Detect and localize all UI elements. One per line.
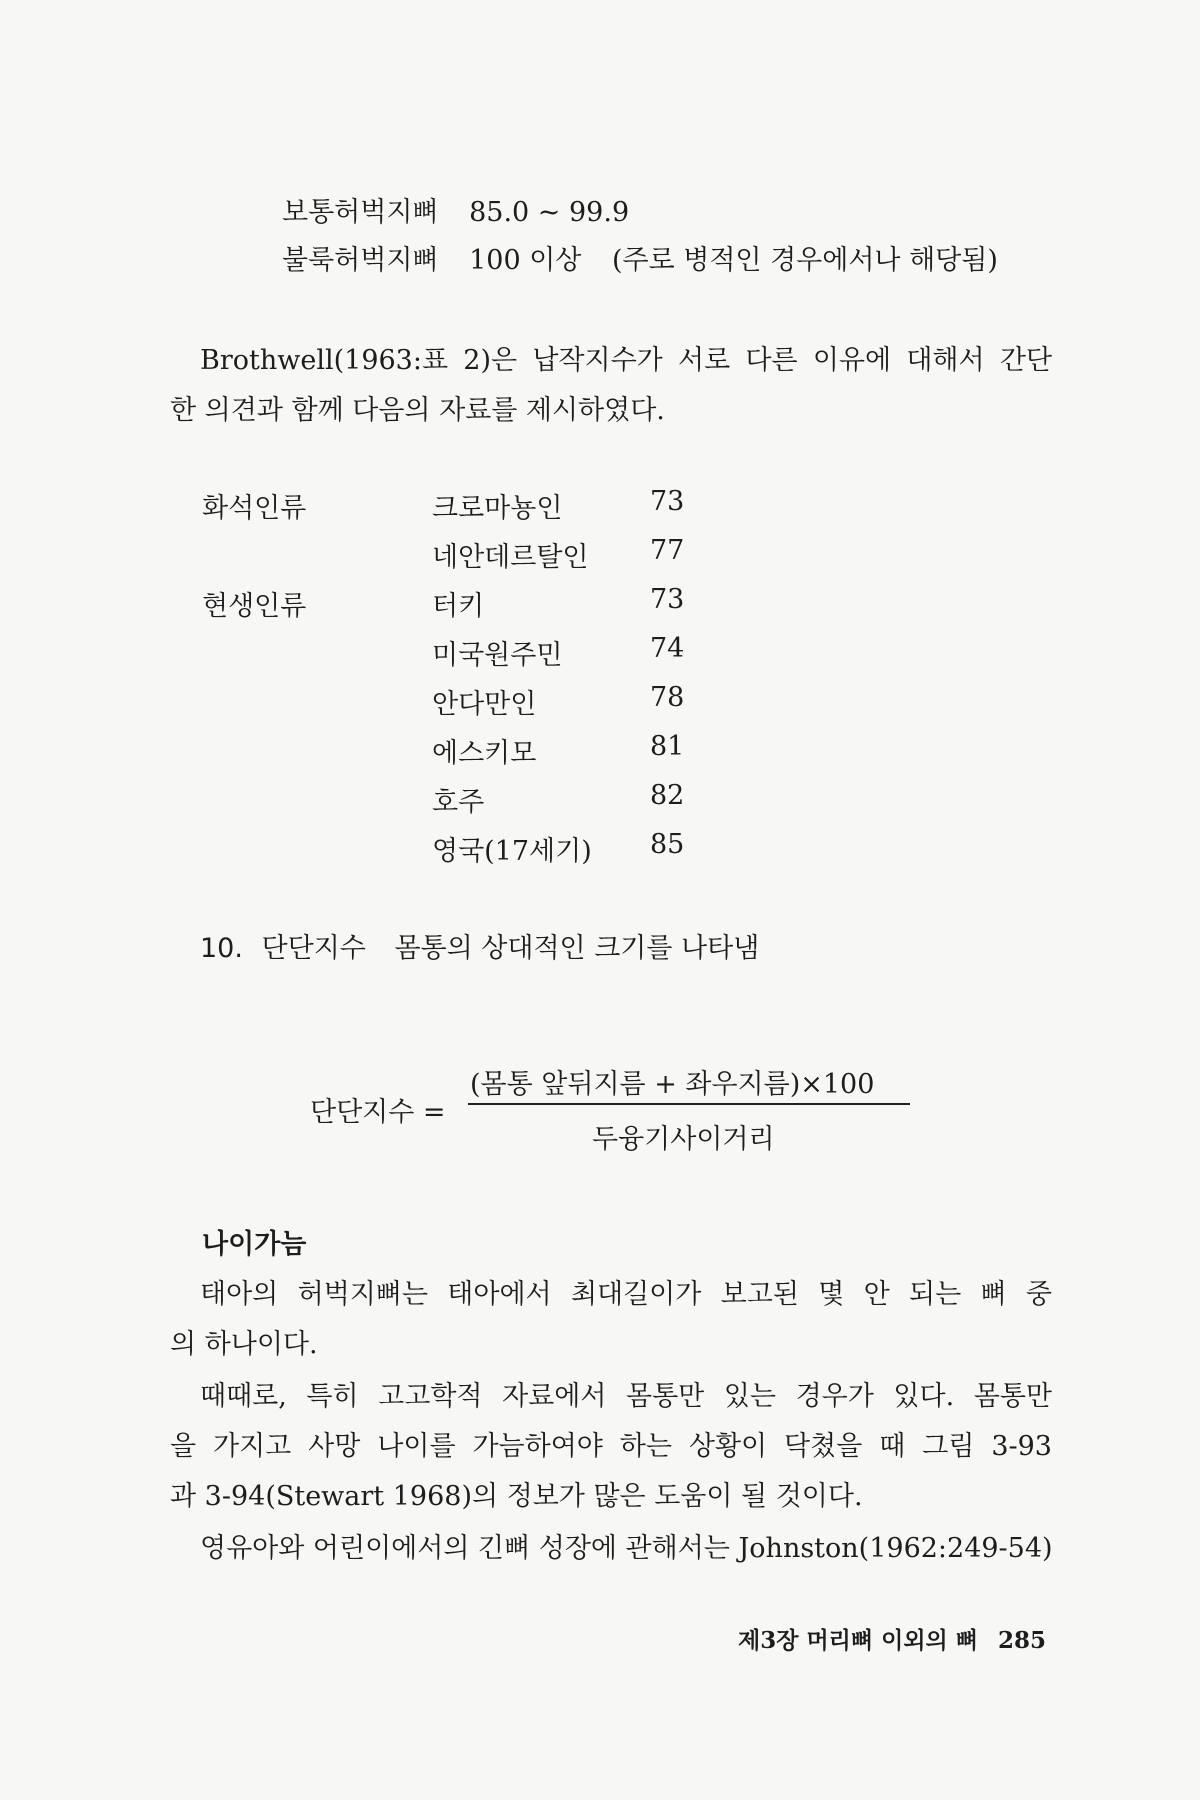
range-note: (주로 병적인 경우에서나 해당됨) <box>611 245 998 276</box>
table-row-value: 73 <box>650 486 685 517</box>
chapter-title: 제3장 머리뼈 이외의 뼈 <box>738 1627 978 1654</box>
table-group-label: 화석인류 <box>202 493 307 524</box>
table-row-name: 미국원주민 <box>432 640 563 671</box>
table-row-value: 74 <box>650 633 685 664</box>
table-row-name: 크로마뇽인 <box>432 493 563 524</box>
section-description: 몸통의 상대적인 크기를 나타냄 <box>394 933 760 964</box>
paragraph-line: 과 3-94(Stewart 1968)의 정보가 많은 도움이 될 것이다. <box>170 1481 863 1512</box>
range-line-bulging <box>282 238 998 277</box>
paragraph-line <box>200 1374 1052 1413</box>
table-group-label: 현생인류 <box>202 591 307 622</box>
paragraph-line: 의 하나이다. <box>170 1329 318 1360</box>
table-row-name: 터키 <box>432 591 485 622</box>
paragraph-text: 때때로, 특히 고고학적 자료에서 몸통만 있는 경우가 있다. 몸통만 <box>200 1381 1052 1412</box>
paragraph-line <box>200 1272 1052 1311</box>
range-value: 100 이상 <box>469 245 582 276</box>
section-heading: 나이가늠 <box>202 1229 307 1260</box>
table-row-value: 81 <box>650 731 685 762</box>
paragraph-text: 을 가지고 사망 나이를 가늠하여야 하는 상황이 닥쳤을 때 그림 3-93 <box>170 1431 1052 1462</box>
paragraph-text: Brothwell(1963:표 2)은 납작지수가 서로 다른 이유에 대해서 간단 <box>200 345 1052 376</box>
section-10-line <box>200 926 759 965</box>
range-label: 보통허벅지뼈 <box>282 197 439 228</box>
table-row-value: 77 <box>650 535 685 566</box>
range-line-normal <box>282 190 629 229</box>
table-row-value: 85 <box>650 829 685 860</box>
paragraph-text: 한 의견과 함께 다음의 자료를 제시하였다. <box>170 395 665 426</box>
formula-numerator: (몸통 앞뒤지름 + 좌우지름)×100 <box>470 1069 875 1100</box>
table-row-name: 안다만인 <box>432 689 537 720</box>
table-row-value: 73 <box>650 584 685 615</box>
table-row-value: 82 <box>650 780 685 811</box>
range-label: 불룩허벅지뼈 <box>282 245 439 276</box>
page-number: 285 <box>998 1627 1047 1654</box>
paragraph-text: 영유아와 어린이에서의 긴뼈 성장에 관해서는 Johnston(1962:249-54) <box>200 1533 1053 1564</box>
table-row-value: 78 <box>650 682 685 713</box>
page-footer <box>738 1622 1046 1655</box>
table-row-name: 에스키모 <box>432 738 537 769</box>
range-value: 85.0 ~ 99.9 <box>469 197 630 228</box>
formula-lhs: 단단지수 = <box>310 1097 446 1128</box>
paragraph-text: 태아의 허벅지뼈는 태아에서 최대길이가 보고된 몇 안 되는 뼈 중 <box>200 1279 1052 1310</box>
table-row-name: 영국(17세기) <box>432 836 592 867</box>
formula-denominator: 두융기사이거리 <box>592 1124 775 1155</box>
section-term: 단단지수 <box>261 933 366 964</box>
section-number: 10. <box>200 933 243 964</box>
table-row-name: 호주 <box>432 787 485 818</box>
paragraph-line <box>200 338 1052 377</box>
table-row-name: 네안데르탈인 <box>432 542 589 573</box>
fraction-bar <box>468 1103 910 1105</box>
paragraph-line <box>200 1526 1052 1565</box>
paragraph-line <box>170 1424 1052 1463</box>
paragraph-line <box>170 388 665 427</box>
